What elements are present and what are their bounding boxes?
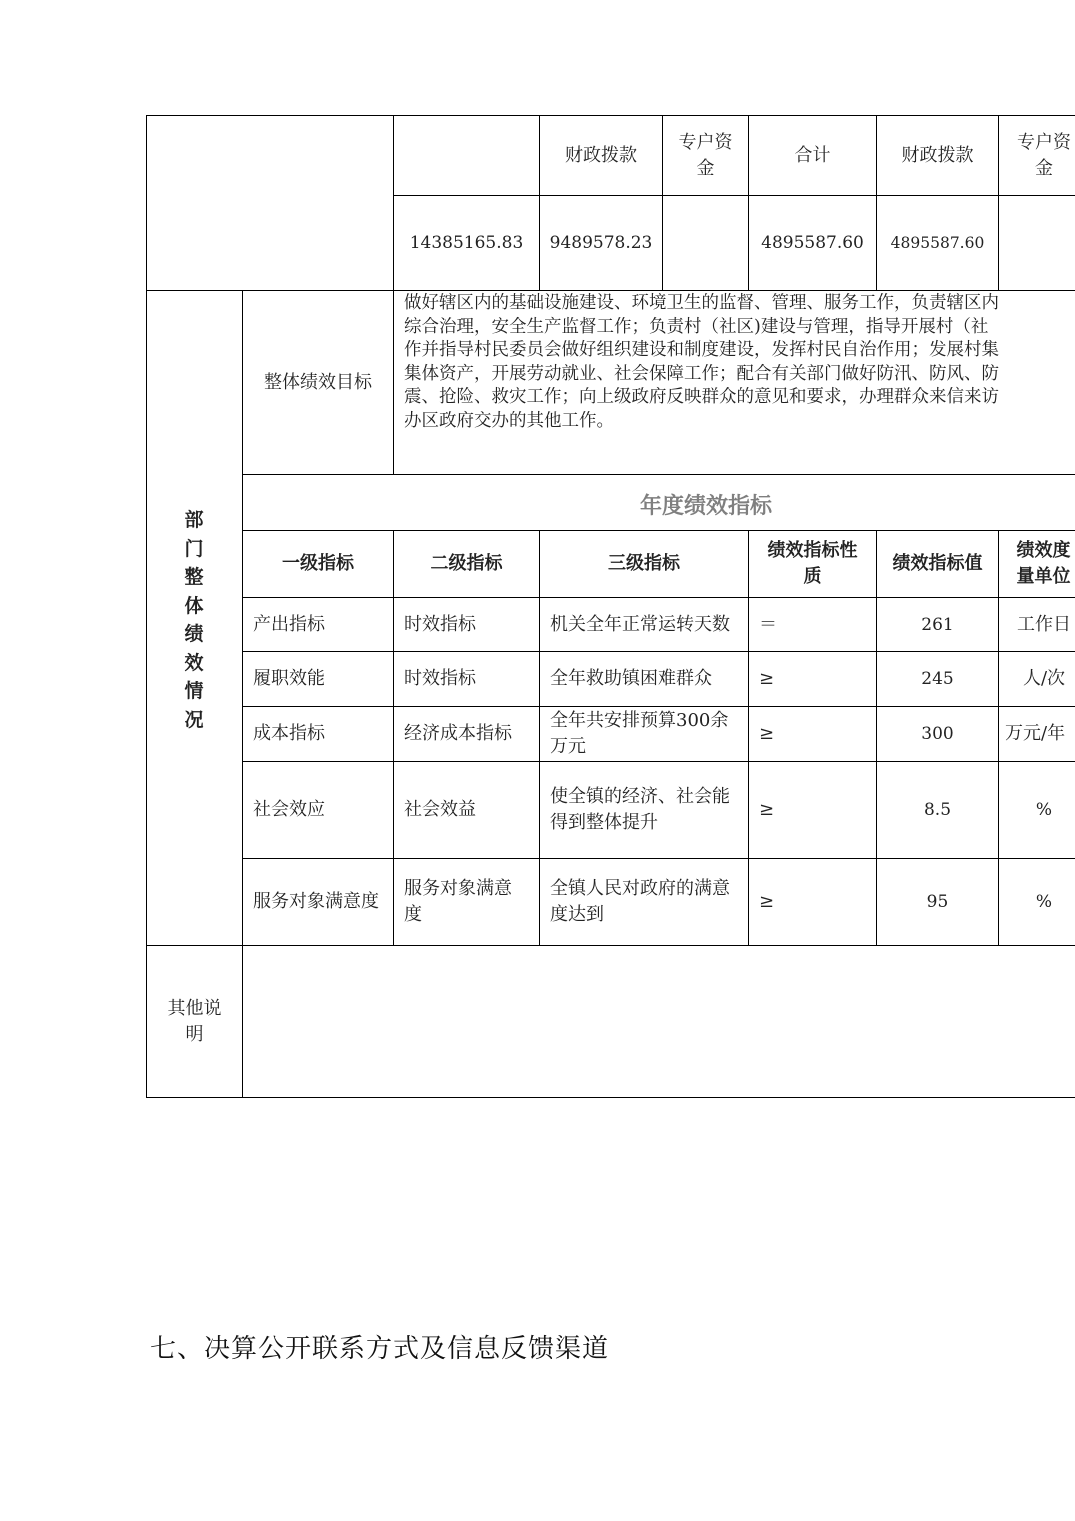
row4-level3: 使全镇的经济、社会能得到整体提升 — [550, 786, 730, 833]
budget-header-fiscal-2: 财政拨款 — [901, 144, 974, 166]
row1-value: 261 — [921, 614, 954, 635]
row2-nature: ≥ — [759, 668, 775, 689]
col-level3: 三级指标 — [608, 553, 680, 574]
col-value: 绩效指标值 — [892, 553, 983, 574]
row3-level2: 经济成本指标 — [404, 723, 512, 744]
other-notes-label: 其他说明 — [167, 997, 222, 1045]
goal-line: 集体资产，开展劳动就业、社会保障工作；配合有关部门做好防汛、防风、防 — [404, 363, 999, 384]
row2-unit: 人/次 — [1022, 668, 1066, 689]
row3-level3: 全年共安排预算300余万元 — [550, 710, 729, 757]
section-heading: 七、决算公开联系方式及信息反馈渠道 — [150, 1334, 610, 1364]
goal-line: 震、抢险、救灾工作；向上级政府反映群众的意见和要求，办理群众来信来访 — [404, 387, 999, 407]
budget-header-special: 专户资金 — [678, 131, 733, 179]
goal-line: 作并指导村民委员会做好组织建设和制度建设，发挥村民自治作用；发展村集 — [404, 340, 999, 360]
row2-level2: 时效指标 — [404, 668, 476, 689]
row4-value: 8.5 — [923, 800, 952, 820]
row2-value: 245 — [921, 669, 954, 689]
performance-section-label: 部门整体绩效情况 — [184, 509, 204, 731]
row1-nature: ＝ — [759, 613, 777, 635]
goal-text — [404, 292, 1075, 472]
row5-level2: 服务对象满意度 — [404, 878, 512, 925]
budget-header-special-2: 专户资金 — [1017, 131, 1071, 179]
budget-value-total: 14385165.83 — [409, 233, 524, 253]
goal-line: 综合治理，安全生产监督工作；负责村（社区)建设与管理，指导开展村（社 — [404, 316, 989, 337]
row2-level3: 全年救助镇困难群众 — [550, 668, 712, 689]
row4-level1: 社会效应 — [253, 799, 325, 820]
row1-level1: 产出指标 — [253, 613, 325, 635]
other-notes-content — [243, 946, 1075, 1097]
row4-level2: 社会效益 — [404, 799, 476, 820]
budget-value-total-2: 4895587.60 — [761, 233, 864, 253]
col-level2: 二级指标 — [430, 553, 503, 574]
row3-level1: 成本指标 — [253, 723, 325, 744]
budget-value-fiscal: 9489578.23 — [549, 233, 653, 253]
row4-unit: % — [1035, 800, 1053, 820]
col-level1: 一级指标 — [282, 553, 354, 574]
row3-nature: ≥ — [759, 723, 775, 744]
col-nature: 绩效指标性质 — [767, 540, 858, 587]
budget-header-fiscal: 财政拨款 — [565, 144, 637, 166]
row1-unit: 工作日 — [1017, 613, 1071, 635]
indicator-title: 年度绩效指标 — [640, 494, 773, 519]
goal-line: 做好辖区内的基础设施建设、环境卫生的监督、管理、服务工作，负责辖区内 — [404, 293, 999, 313]
budget-value-fiscal-2: 4895587.60 — [890, 234, 985, 252]
row5-value: 95 — [926, 892, 949, 912]
row5-unit: % — [1035, 892, 1053, 912]
row4-nature: ≥ — [759, 799, 775, 820]
goal-line: 办区政府交办的其他工作。 — [404, 410, 614, 431]
col-unit: 绩效度量单位 — [1016, 540, 1071, 587]
budget-value-special — [663, 196, 748, 290]
row5-nature: ≥ — [759, 891, 775, 912]
row3-value: 300 — [921, 724, 954, 744]
row3-unit: 万元/年 — [1005, 723, 1066, 744]
budget-header-total: 合计 — [794, 144, 831, 166]
row1-level2: 时效指标 — [404, 613, 476, 635]
goal-label: 整体绩效目标 — [264, 371, 372, 393]
row1-level3: 机关全年正常运转天数 — [550, 613, 730, 635]
row5-level1: 服务对象满意度 — [253, 891, 379, 912]
row5-level3: 全镇人民对政府的满意度达到 — [550, 878, 730, 925]
row2-level1: 履职效能 — [253, 668, 325, 689]
budget-value-special-2 — [999, 196, 1075, 290]
